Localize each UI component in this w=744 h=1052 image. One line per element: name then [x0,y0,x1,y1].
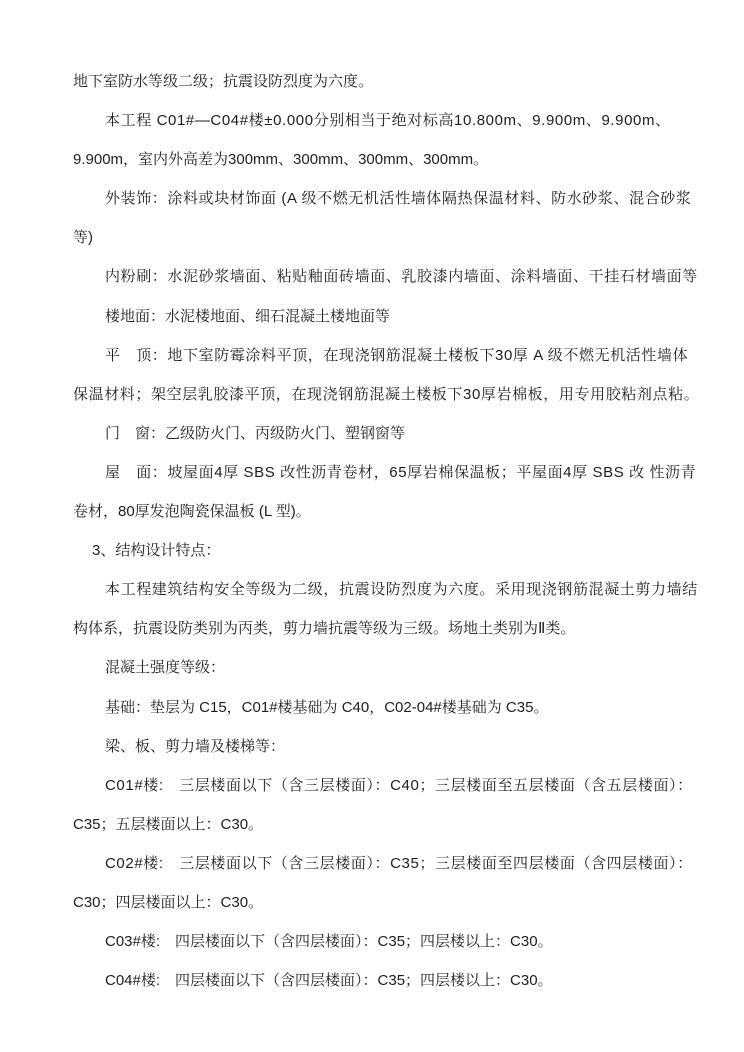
text-line: 屋 面：坡屋面4厚 SBS 改性沥青卷材，65厚岩棉保温板；平屋面4厚 SBS 改 性沥青 [105,463,697,481]
text-line: 9.900m，室内外高差为300mm、300mm、300mm、300mm。 [73,151,489,169]
text-line: 保温材料；架空层乳胶漆平顶，在现浇钢筋混凝土楼板下30厚岩棉板，用专用胶粘剂点粘。 [73,385,700,403]
text-line: 构体系，抗震设防类别为丙类，剪力墙抗震等级为三级。场地土类别为Ⅱ类。 [73,620,576,638]
text-line: C03#楼: 四层楼面以下（含四层楼面）：C35；四层楼以上：C30。 [105,933,553,951]
text-line: C01#楼: 三层楼面以下（含三层楼面）：C40；三层楼面至五层楼面（含五层楼面）： [105,776,693,794]
text-line: 平 顶：地下室防霉涂料平顶，在现浇钢筋混凝土楼板下30厚 A 级不燃无机活性墙体 [105,346,689,364]
text-line: 梁、板、剪力墙及楼梯等： [105,737,286,755]
text-line: 门 窗：乙级防火门、丙级防火门、塑钢窗等 [105,424,406,442]
document-body [73,62,700,1000]
text-line: C02#楼: 三层楼面以下（含三层楼面）：C35；三层楼面至四层楼面（含四层楼面）： [105,854,693,872]
text-line: 基础：垫层为 C15，C01#楼基础为 C40，C02-04#楼基础为 C35。 [105,698,549,716]
text-line: 内粉刷：水泥砂浆墙面、粘贴釉面砖墙面、乳胶漆内墙面、涂料墙面、干挂石材墙面等 [105,268,698,286]
text-line: 地下室防水等级二级；抗震设防烈度为六度。 [73,73,374,90]
text-line: C35；五层楼面以上：C30。 [73,815,264,833]
text-line: C04#楼: 四层楼面以下（含四层楼面）：C35；四层楼以上：C30。 [105,972,553,990]
text-line: 外装饰：涂料或块材饰面 (A 级不燃无机活性墙体隔热保温材料、防水砂浆、混合砂浆 [105,190,692,208]
text-line: 楼地面：水泥楼地面、细石混凝土楼地面等 [105,307,391,325]
text-line: 3、结构设计特点： [92,542,221,560]
text-line: 本工程 C01#—C04#楼±0.000分别相当于绝对标高10.800m、9.900m、9.900m、 [105,112,671,130]
text-line: 本工程建筑结构安全等级为二级，抗震设防烈度为六度。采用现浇钢筋混凝土剪力墙结 [105,581,698,599]
text-line: C30；四层楼面以上：C30。 [73,893,264,911]
text-line: 等) [73,229,93,247]
text-line: 混凝土强度等级： [105,659,226,677]
text-line: 卷材，80厚发泡陶瓷保温板 (L 型)。 [73,503,311,521]
